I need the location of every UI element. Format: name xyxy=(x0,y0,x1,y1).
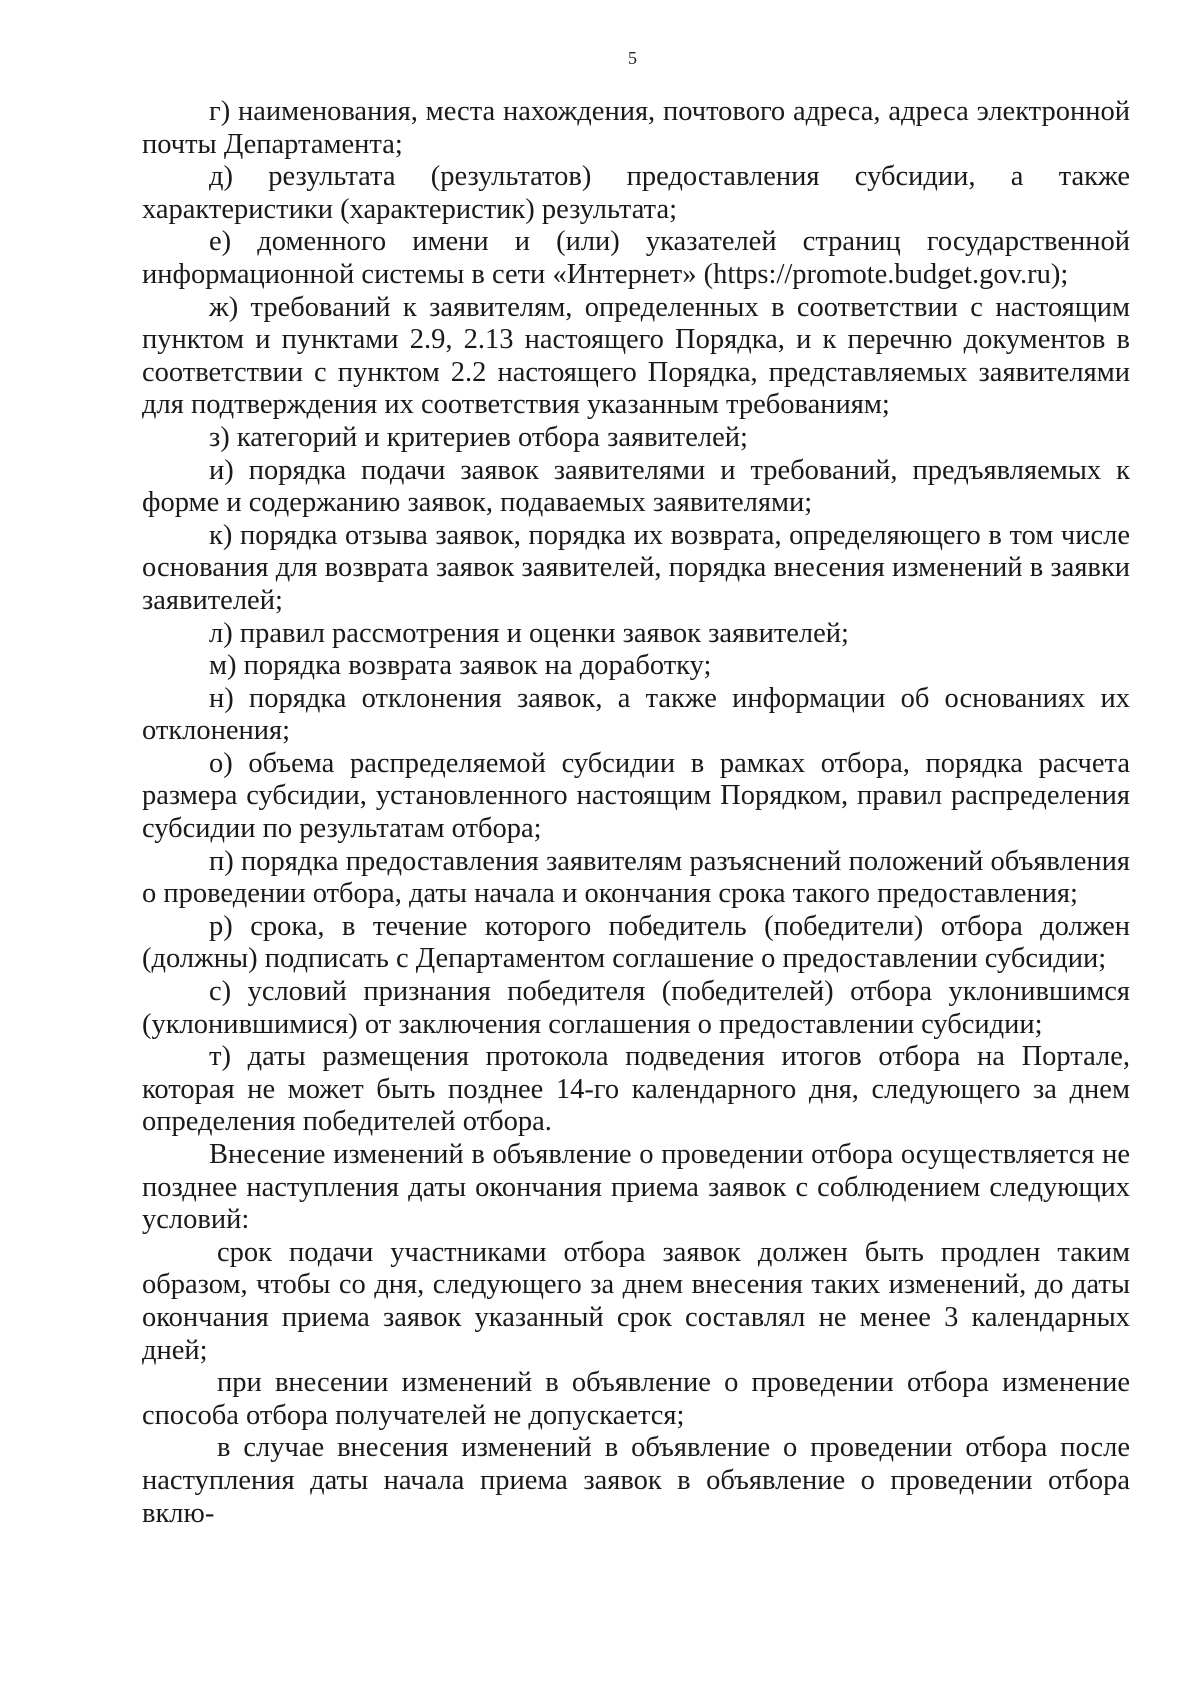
document-body xyxy=(142,96,1130,1530)
paragraph-g: г) наименования, места нахождения, почтового адреса, адреса электронной почты Департамента; xyxy=(142,96,1130,160)
paragraph-e: е) доменного имени и (или) указателей страниц государственной информационной системы в сети «Интернет» (https://promote.budget.gov.ru); xyxy=(142,226,1130,290)
paragraph-condition-deadline: срок подачи участниками отбора заявок должен быть продлен таким образом, чтобы со дня, следующего за днем внесения таких изменений, до даты окончания приема заявок указанный срок составлял не менее 3 календарных дней; xyxy=(142,1236,1130,1366)
paragraph-m: м) порядка возврата заявок на доработку; xyxy=(209,650,712,682)
paragraph-d: д) результата (результатов) предоставления субсидии, а также характеристики (характеристик) результата; xyxy=(142,161,1130,225)
paragraph-t: т) даты размещения протокола подведения итогов отбора на Портале, которая не может быть позднее 14-го календарного дня, следующего за днем определения победителей отбора. xyxy=(142,1041,1130,1138)
page-number: 5 xyxy=(628,48,637,68)
paragraph-l: л) правил рассмотрения и оценки заявок заявителей; xyxy=(209,617,849,649)
paragraph-k: к) порядка отзыва заявок, порядка их возврата, определяющего в том числе основания для возврата заявок заявителей, порядка внесения изменений в заявки заявителей; xyxy=(142,519,1130,616)
paragraph-n: н) порядка отклонения заявок, а также информации об основаниях их отклонения; xyxy=(142,682,1130,747)
paragraph-amendments: Внесение изменений в объявление о проведении отбора осуществляется не позднее наступления даты окончания приема заявок с соблюдением следующих условий: xyxy=(142,1139,1130,1236)
paragraph-s: с) условий признания победителя (победителей) отбора уклонившимся (уклонившимися) от заключения соглашения о предоставлении субсидии; xyxy=(142,976,1130,1040)
paragraph-zh: ж) требований к заявителям, определенных в соответствии с настоящим пунктом и пунктами 2.9, 2.13 настоящего Порядка, и к перечню документов в соответствии с пунктом 2.2 настоящего Порядка, представляемых заявителями для подтверждения их соответствия указанным требованиям; xyxy=(142,291,1130,421)
paragraph-p: п) порядка предоставления заявителям разъяснений положений объявления о проведении отбора, даты начала и окончания срока такого предоставления; xyxy=(142,845,1130,910)
paragraph-condition-after-start: в случае внесения изменений в объявление о проведении отбора после наступления даты начала приема заявок в объявление о проведении отбора вклю- xyxy=(142,1432,1130,1529)
paragraph-i: и) порядка подачи заявок заявителями и требований, предъявляемых к форме и содержанию заявок, подаваемых заявителями; xyxy=(142,454,1130,519)
paragraph-r: р) срока, в течение которого победитель (победители) отбора должен (должны) подписать с Департаментом соглашение о предоставлении субсидии; xyxy=(142,910,1130,975)
paragraph-z: з) категорий и критериев отбора заявителей; xyxy=(209,421,748,453)
paragraph-condition-method: при внесении изменений в объявление о проведении отбора изменение способа отбора получателей не допускается; xyxy=(142,1367,1130,1431)
paragraph-o: о) объема распределяемой субсидии в рамках отбора, порядка расчета размера субсидии, установленного настоящим Порядком, правил распределения субсидии по результатам отбора; xyxy=(142,747,1130,845)
